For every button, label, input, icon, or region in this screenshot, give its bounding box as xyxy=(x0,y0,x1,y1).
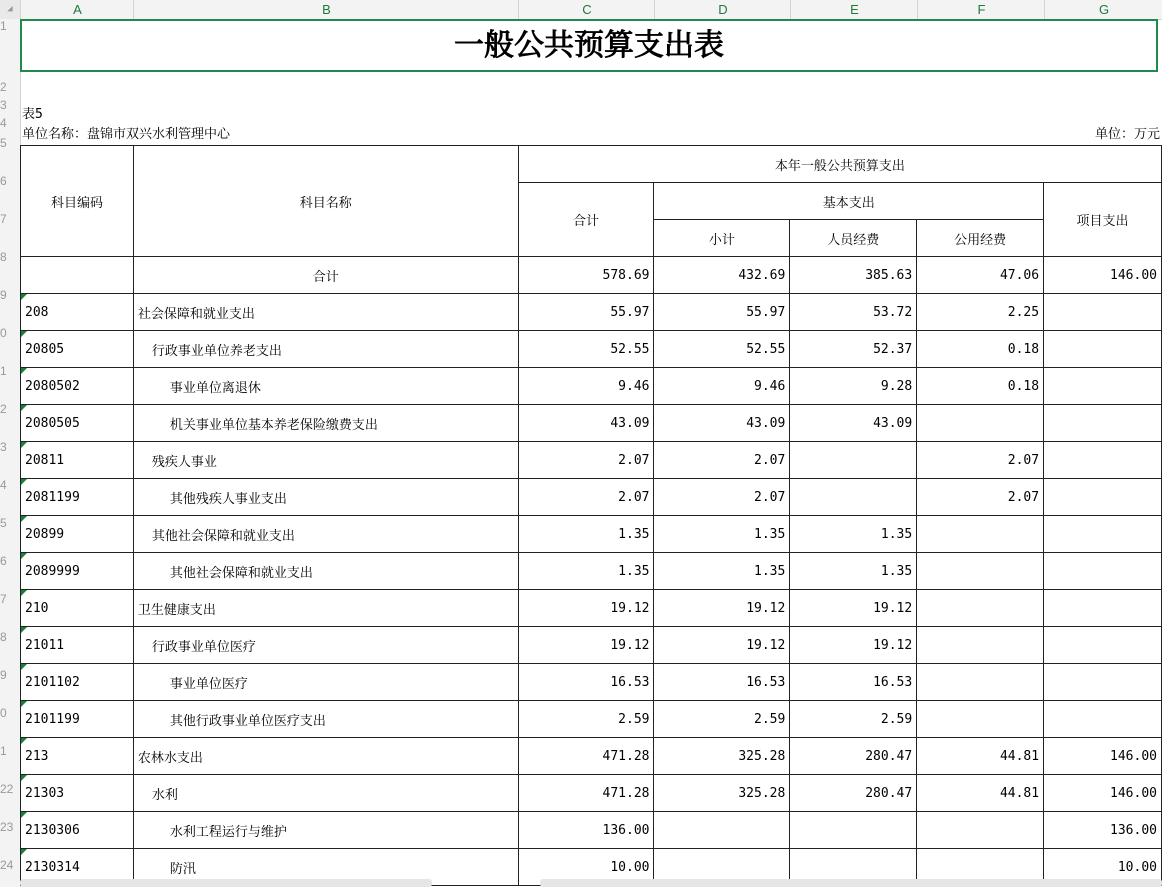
column-header-g[interactable]: G xyxy=(1044,0,1162,19)
unit-label: 单位：万元 xyxy=(1094,127,1160,142)
cell-project[interactable] xyxy=(1044,479,1162,516)
cell-total[interactable]: 471.28 xyxy=(518,738,654,775)
column-header-b[interactable]: B xyxy=(133,0,519,19)
sheet-tab-scrollbar[interactable] xyxy=(20,879,432,887)
cell-public[interactable]: 2.07 xyxy=(917,479,1044,516)
cell-project[interactable] xyxy=(1044,553,1162,590)
row-header-bar xyxy=(0,19,21,887)
cell-public[interactable]: 0.18 xyxy=(917,331,1044,368)
number-as-text-indicator-icon xyxy=(21,442,27,448)
number-as-text-indicator-icon xyxy=(21,738,27,744)
cell-public[interactable] xyxy=(917,664,1044,701)
cell-project[interactable] xyxy=(1044,627,1162,664)
budget-table xyxy=(20,145,1162,886)
cell-code-text: 2080502 xyxy=(25,378,80,394)
cell-personnel[interactable]: 2.59 xyxy=(790,701,917,738)
header-public[interactable]: 公用经费 xyxy=(917,220,1044,257)
select-all-corner[interactable]: ◢ xyxy=(0,0,20,19)
column-header-e[interactable]: E xyxy=(790,0,918,19)
cell-total[interactable]: 19.12 xyxy=(518,627,654,664)
cell-code-text: 2101102 xyxy=(25,674,80,690)
table-row xyxy=(21,516,1162,553)
cell-subtotal[interactable]: 2.07 xyxy=(654,442,790,479)
cell-code-text: 21303 xyxy=(25,785,65,801)
cell-code-text: 2130314 xyxy=(25,859,80,875)
cell-code[interactable] xyxy=(21,294,134,331)
cell-public[interactable]: 47.06 xyxy=(917,257,1044,294)
row-header-number[interactable]: 5 xyxy=(0,136,7,150)
header-name[interactable]: 科目名称 xyxy=(133,146,518,257)
cell-code-text: 210 xyxy=(25,600,49,616)
cell-code-text: 20899 xyxy=(25,526,65,542)
table-row xyxy=(21,479,1162,516)
table-row xyxy=(21,553,1162,590)
cell-public[interactable]: 0.18 xyxy=(917,368,1044,405)
row-header-number[interactable]: 1 xyxy=(0,364,7,378)
cell-code[interactable] xyxy=(21,368,134,405)
cell-project[interactable]: 136.00 xyxy=(1044,812,1162,849)
row-header-number[interactable]: 3 xyxy=(0,98,7,112)
cell-subtotal[interactable]: 9.46 xyxy=(654,368,790,405)
row-header-number[interactable]: 6 xyxy=(0,174,7,188)
cell-public[interactable]: 44.81 xyxy=(917,738,1044,775)
header-subtotal[interactable]: 小计 xyxy=(654,220,790,257)
cell-code[interactable] xyxy=(21,664,134,701)
row-header-number[interactable]: 23 xyxy=(0,820,14,834)
cell-code-text: 20805 xyxy=(25,341,65,357)
cell-personnel[interactable]: 52.37 xyxy=(790,331,917,368)
cell-code-text: 213 xyxy=(25,748,49,764)
cell-subtotal[interactable]: 1.35 xyxy=(654,516,790,553)
cell-code[interactable] xyxy=(21,553,134,590)
cell-name[interactable]: 行政事业单位医疗 xyxy=(133,627,518,664)
number-as-text-indicator-icon xyxy=(21,368,27,374)
cell-personnel[interactable]: 19.12 xyxy=(790,627,917,664)
cell-code[interactable] xyxy=(21,442,134,479)
cell-code[interactable] xyxy=(21,812,134,849)
cell-personnel[interactable]: 9.28 xyxy=(790,368,917,405)
cell-name[interactable]: 水利工程运行与维护 xyxy=(133,812,518,849)
row-header-number[interactable]: 8 xyxy=(0,630,7,644)
cell-name[interactable]: 合计 xyxy=(133,257,518,294)
number-as-text-indicator-icon xyxy=(21,701,27,707)
cell-total[interactable]: 16.53 xyxy=(518,664,654,701)
table-number: 表5 xyxy=(22,107,43,122)
row-header-number[interactable]: 9 xyxy=(0,668,7,682)
number-as-text-indicator-icon xyxy=(21,331,27,337)
cell-name[interactable]: 事业单位医疗 xyxy=(133,664,518,701)
column-header-bar xyxy=(0,0,1162,20)
row-header-number[interactable]: 6 xyxy=(0,554,7,568)
cell-project[interactable] xyxy=(1044,516,1162,553)
table-row xyxy=(21,738,1162,775)
cell-personnel[interactable] xyxy=(790,479,917,516)
table-row xyxy=(21,701,1162,738)
cell-code-text: 208 xyxy=(25,304,49,320)
number-as-text-indicator-icon xyxy=(21,849,27,855)
cell-code[interactable] xyxy=(21,257,134,294)
cell-project[interactable] xyxy=(1044,664,1162,701)
row-header-number[interactable]: 4 xyxy=(0,116,7,130)
cell-code[interactable] xyxy=(21,775,134,812)
cell-code-text: 21011 xyxy=(25,637,65,653)
cell-project[interactable]: 146.00 xyxy=(1044,738,1162,775)
row-header-number[interactable]: 2 xyxy=(0,80,7,94)
cell-name[interactable]: 社会保障和就业支出 xyxy=(133,294,518,331)
number-as-text-indicator-icon xyxy=(21,405,27,411)
table-row xyxy=(21,664,1162,701)
cell-code-text: 20811 xyxy=(25,452,65,468)
cell-project[interactable] xyxy=(1044,368,1162,405)
cell-code[interactable] xyxy=(21,738,134,775)
spreadsheet-area[interactable] xyxy=(20,19,1162,879)
number-as-text-indicator-icon xyxy=(21,664,27,670)
row-header-number[interactable]: 4 xyxy=(0,478,7,492)
cell-personnel[interactable]: 16.53 xyxy=(790,664,917,701)
number-as-text-indicator-icon xyxy=(21,516,27,522)
cell-personnel[interactable]: 1.35 xyxy=(790,553,917,590)
row-header-number[interactable]: 2 xyxy=(0,402,7,416)
table-row xyxy=(21,368,1162,405)
number-as-text-indicator-icon xyxy=(21,553,27,559)
cell-public[interactable] xyxy=(917,553,1044,590)
horizontal-scrollbar[interactable] xyxy=(540,879,1162,887)
cell-personnel[interactable]: 1.35 xyxy=(790,516,917,553)
cell-name[interactable]: 其他行政事业单位医疗支出 xyxy=(133,701,518,738)
cell-public[interactable]: 44.81 xyxy=(917,775,1044,812)
cell-personnel[interactable]: 43.09 xyxy=(790,405,917,442)
row-header-number[interactable]: 9 xyxy=(0,288,7,302)
cell-code-text: 2080505 xyxy=(25,415,80,431)
cell-personnel[interactable] xyxy=(790,442,917,479)
cell-subtotal[interactable]: 2.07 xyxy=(654,479,790,516)
cell-total[interactable]: 2.59 xyxy=(518,701,654,738)
cell-public[interactable]: 2.07 xyxy=(917,442,1044,479)
cell-total[interactable]: 1.35 xyxy=(518,553,654,590)
table-row xyxy=(21,775,1162,812)
header-group[interactable]: 本年一般公共预算支出 xyxy=(518,146,1161,183)
cell-total[interactable]: 2.07 xyxy=(518,479,654,516)
cell-project[interactable] xyxy=(1044,331,1162,368)
cell-subtotal[interactable] xyxy=(654,812,790,849)
table-row xyxy=(21,627,1162,664)
cell-name[interactable]: 事业单位离退休 xyxy=(133,368,518,405)
cell-subtotal[interactable]: 52.55 xyxy=(654,331,790,368)
number-as-text-indicator-icon xyxy=(21,294,27,300)
cell-project[interactable] xyxy=(1044,442,1162,479)
cell-project[interactable] xyxy=(1044,701,1162,738)
cell-total[interactable]: 2.07 xyxy=(518,442,654,479)
row-header-number[interactable]: 3 xyxy=(0,440,7,454)
cell-name[interactable]: 机关事业单位基本养老保险缴费支出 xyxy=(133,405,518,442)
cell-total[interactable]: 9.46 xyxy=(518,368,654,405)
cell-total[interactable]: 136.00 xyxy=(518,812,654,849)
cell-total[interactable]: 19.12 xyxy=(518,590,654,627)
cell-total[interactable]: 52.55 xyxy=(518,331,654,368)
header-basic[interactable]: 基本支出 xyxy=(654,183,1044,220)
cell-code[interactable] xyxy=(21,331,134,368)
row-header-number[interactable]: 0 xyxy=(0,326,7,340)
row-header-number[interactable]: 8 xyxy=(0,250,7,264)
cell-public[interactable] xyxy=(917,516,1044,553)
cell-name[interactable]: 农林水支出 xyxy=(133,738,518,775)
row-header-number[interactable]: 1 xyxy=(0,744,7,758)
cell-project[interactable]: 146.00 xyxy=(1044,257,1162,294)
cell-total[interactable]: 578.69 xyxy=(518,257,654,294)
cell-public[interactable] xyxy=(917,627,1044,664)
table-row xyxy=(21,812,1162,849)
cell-total[interactable]: 1.35 xyxy=(518,516,654,553)
number-as-text-indicator-icon xyxy=(21,590,27,596)
cell-name[interactable]: 水利 xyxy=(133,775,518,812)
header-project[interactable]: 项目支出 xyxy=(1044,183,1162,257)
row-header-number[interactable]: 1 xyxy=(0,19,7,33)
table-row xyxy=(21,590,1162,627)
table-row xyxy=(21,331,1162,368)
cell-subtotal[interactable]: 2.59 xyxy=(654,701,790,738)
cell-total[interactable]: 43.09 xyxy=(518,405,654,442)
cell-project[interactable]: 10.00 xyxy=(1044,849,1162,886)
cell-project[interactable]: 146.00 xyxy=(1044,775,1162,812)
cell-public[interactable]: 2.25 xyxy=(917,294,1044,331)
row-header-number[interactable]: 24 xyxy=(0,858,14,872)
cell-public[interactable] xyxy=(917,812,1044,849)
cell-name[interactable]: 卫生健康支出 xyxy=(133,590,518,627)
cell-project[interactable] xyxy=(1044,590,1162,627)
column-header-c[interactable]: C xyxy=(518,0,655,19)
cell-name[interactable]: 其他社会保障和就业支出 xyxy=(133,553,518,590)
cell-personnel[interactable]: 53.72 xyxy=(790,294,917,331)
number-as-text-indicator-icon xyxy=(21,812,27,818)
column-header-a[interactable]: A xyxy=(20,0,134,19)
header-personnel[interactable]: 人员经费 xyxy=(790,220,917,257)
cell-project[interactable] xyxy=(1044,405,1162,442)
cell-name[interactable]: 其他残疾人事业支出 xyxy=(133,479,518,516)
cell-code[interactable] xyxy=(21,627,134,664)
sheet-title-cell[interactable]: 一般公共预算支出表 xyxy=(20,19,1158,72)
cell-subtotal[interactable]: 16.53 xyxy=(654,664,790,701)
row-header-number[interactable]: 7 xyxy=(0,212,7,226)
cell-public[interactable] xyxy=(917,590,1044,627)
cell-code[interactable] xyxy=(21,405,134,442)
cell-public[interactable] xyxy=(917,701,1044,738)
cell-personnel[interactable]: 385.63 xyxy=(790,257,917,294)
cell-subtotal[interactable]: 19.12 xyxy=(654,590,790,627)
cell-personnel[interactable]: 280.47 xyxy=(790,775,917,812)
table-row xyxy=(21,294,1162,331)
cell-subtotal[interactable]: 432.69 xyxy=(654,257,790,294)
cell-subtotal[interactable]: 43.09 xyxy=(654,405,790,442)
cell-subtotal[interactable]: 325.28 xyxy=(654,775,790,812)
cell-code[interactable] xyxy=(21,590,134,627)
cell-name[interactable]: 防汛 xyxy=(133,849,518,886)
cell-total[interactable]: 471.28 xyxy=(518,775,654,812)
table-row xyxy=(21,257,1162,294)
cell-code-text: 2089999 xyxy=(25,563,80,579)
cell-public[interactable] xyxy=(917,405,1044,442)
cell-name[interactable]: 残疾人事业 xyxy=(133,442,518,479)
unit-name: 单位名称：盘锦市双兴水利管理中心 xyxy=(22,127,231,142)
number-as-text-indicator-icon xyxy=(21,775,27,781)
cell-code[interactable] xyxy=(21,516,134,553)
row-header-number[interactable]: 5 xyxy=(0,516,7,530)
column-header-f[interactable]: F xyxy=(917,0,1045,19)
header-total[interactable]: 合计 xyxy=(518,183,654,257)
cell-total[interactable]: 10.00 xyxy=(518,849,654,886)
number-as-text-indicator-icon xyxy=(21,479,27,485)
cell-project[interactable] xyxy=(1044,294,1162,331)
table-row xyxy=(21,405,1162,442)
cell-personnel[interactable]: 19.12 xyxy=(790,590,917,627)
column-header-d[interactable]: D xyxy=(654,0,791,19)
row-header-number[interactable]: 0 xyxy=(0,706,7,720)
cell-code-text: 2081199 xyxy=(25,489,80,505)
row-header-number[interactable]: 22 xyxy=(0,782,14,796)
table-row xyxy=(21,442,1162,479)
cell-code-text: 2130306 xyxy=(25,822,80,838)
cell-subtotal[interactable]: 325.28 xyxy=(654,738,790,775)
cell-subtotal[interactable]: 55.97 xyxy=(654,294,790,331)
cell-code-text: 2101199 xyxy=(25,711,80,727)
cell-name[interactable]: 其他社会保障和就业支出 xyxy=(133,516,518,553)
row-header-number[interactable]: 7 xyxy=(0,592,7,606)
cell-personnel[interactable]: 280.47 xyxy=(790,738,917,775)
cell-name[interactable]: 行政事业单位养老支出 xyxy=(133,331,518,368)
cell-subtotal[interactable]: 19.12 xyxy=(654,627,790,664)
cell-code[interactable] xyxy=(21,479,134,516)
number-as-text-indicator-icon xyxy=(21,627,27,633)
cell-total[interactable]: 55.97 xyxy=(518,294,654,331)
cell-subtotal[interactable]: 1.35 xyxy=(654,553,790,590)
cell-code[interactable] xyxy=(21,701,134,738)
header-code[interactable]: 科目编码 xyxy=(21,146,134,257)
cell-personnel[interactable] xyxy=(790,812,917,849)
